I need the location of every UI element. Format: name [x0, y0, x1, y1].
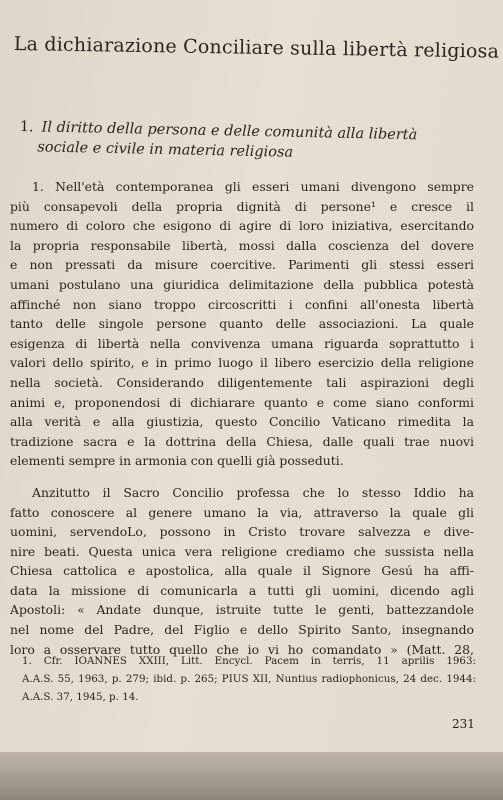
text-line: elementi sempre in armonia con quelli già posseduti.	[10, 453, 344, 469]
text-line: Apostoli: « Andate dunque, istruite tutte le genti, battezzandole	[10, 602, 474, 618]
text-line: fatto conoscere al genere umano la via, attraverso la quale gli	[10, 504, 474, 520]
page-title: La dichiarazione Conciliare sulla libertà religiosa	[13, 32, 500, 63]
text-line: la propria responsabile libertà, mossi dalla coscienza del dovere	[10, 237, 474, 253]
text-line: più consapevoli della propria dignità di persone¹ e cresce il	[10, 198, 474, 214]
text-line: affinché non siano troppo circoscritti i confini all'onesta libertà	[10, 296, 474, 312]
text-line: valori dello spirito, e in primo luogo il libero esercizio della religione	[10, 355, 474, 371]
body-text	[10, 177, 474, 659]
footnote-line: A.A.S. 55, 1963, p. 279; ibid. p. 265; PIUS XII, Nuntius radiophonicus, 24 dec. 1944:	[22, 673, 476, 685]
page-shadow	[0, 752, 503, 800]
paragraph-2	[10, 483, 474, 659]
text-line: esigenza di libertà nella convivenza umana riguarda soprattutto i	[10, 335, 474, 351]
text-line: Chiesa cattolica e apostolica, alla quale il Signore Gesú ha affi-	[10, 563, 474, 579]
page-number: 231	[452, 717, 475, 731]
text-line: nella società. Considerando diligentemente tali aspirazioni degli	[10, 374, 474, 390]
text-line: 1. Nell'età contemporanea gli esseri umani divengono sempre	[32, 179, 474, 194]
text-line: numero di coloro che esigono di agire di loro iniziativa, esercitando	[10, 218, 474, 234]
section-heading	[19, 117, 480, 167]
text-line: tanto delle singole persone quanto delle associazioni. La quale	[10, 316, 474, 332]
text-line: data la missione di comunicarla a tutti gli uomini, dicendo agli	[10, 582, 474, 598]
text-line: Anzitutto il Sacro Concilio professa che lo stesso Iddio ha	[32, 484, 474, 500]
text-line: umani postulano una giuridica delimitazione della pubblica potestà	[10, 276, 474, 292]
paragraph-1	[10, 177, 474, 471]
footnotes	[22, 652, 476, 706]
text-line: e non pressati da misure coercitive. Parimenti gli stessi esseri	[10, 257, 474, 273]
text-line: alla verità e alla giustizia, questo Concilio Vaticano rimedita la	[10, 414, 474, 430]
footnote-line: 1. Cfr. IOANNES XXIII, Litt. Encycl. Pacem in terris, 11 aprilis 1963:	[22, 655, 476, 667]
section-heading-line-1: Il diritto della persona e delle comunità alla libertà	[41, 119, 418, 144]
section-heading-line-2: sociale e civile in materia religiosa	[37, 139, 294, 161]
text-line: nire beati. Questa unica vera religione crediamo che sussista nella	[10, 543, 474, 559]
text-line: nel nome del Padre, del Figlio e dello Spirito Santo, insegnando	[10, 622, 474, 638]
text-line: loro a osservare tutto quello che io vi ho comandato » (Matt. 28,	[10, 641, 474, 657]
text-line: uomini, servendoLo, possono in Cristo trovare salvezza e dive-	[10, 524, 474, 540]
footnote-line: A.A.S. 37, 1945, p. 14.	[22, 691, 139, 703]
text-line: animi e, proponendosi di dichiarare quanto e come siano conformi	[10, 394, 474, 410]
text-line: tradizione sacra e la dottrina della Chiesa, dalle quali trae nuovi	[10, 433, 474, 449]
section-number: 1.	[19, 118, 34, 136]
